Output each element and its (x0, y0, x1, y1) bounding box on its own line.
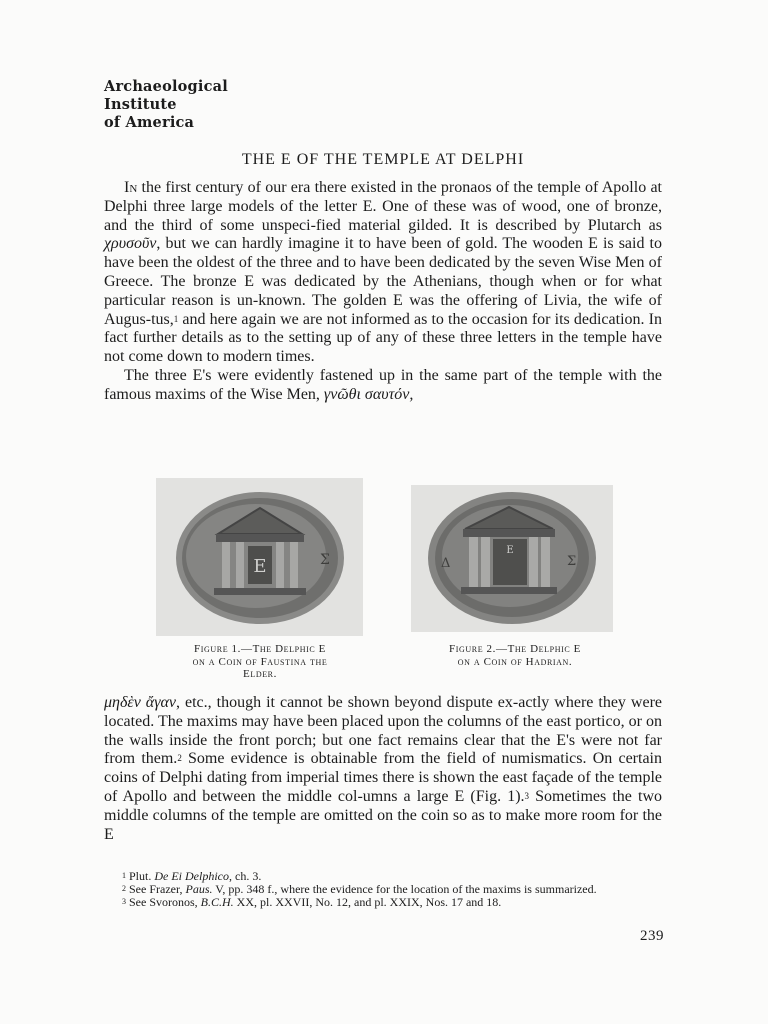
coin-hadrian-illustration (411, 485, 613, 632)
body-text-upper (104, 179, 662, 405)
greek-word-chryssoun: χρυσοῦν (104, 235, 157, 253)
journal-masthead (104, 78, 228, 132)
figure-1-coin-image (156, 478, 363, 636)
footnote-1-title: De Ei Delphico (154, 869, 229, 883)
figure-1-caption-line-2: on a Coin of Faustina the (192, 655, 328, 668)
figure-2-coin-image (411, 485, 613, 632)
footnote-1-pre: Plut. (126, 869, 155, 883)
drop-word: In (124, 179, 138, 196)
paragraph-2-text: The three E's were evidently fastened up in the same part of the temple with the famous maxims of the Wise Men, (104, 366, 662, 403)
svg-text:Σ: Σ (320, 552, 330, 568)
figure-1-caption (150, 643, 370, 681)
footnote-3 (104, 896, 666, 909)
page-number: 239 (640, 928, 664, 944)
footnote-ref-1: 1 (173, 313, 179, 324)
svg-text:E: E (506, 545, 514, 556)
figure-1-caption-line-3: Elder. (243, 668, 277, 680)
footnote-2-number: 2 (122, 884, 126, 893)
footnote-2-pre: See Frazer, (126, 882, 186, 896)
footnote-ref-3: 3 (524, 790, 530, 801)
footnote-3-pre: See Svoronos, (126, 895, 201, 909)
svg-text:Δ: Δ (441, 556, 451, 571)
figure-2-caption-line-2: on a Coin of Hadrian. (457, 655, 573, 668)
greek-maxim-meden-agan: μηδὲν ἄγαν (104, 694, 177, 711)
paragraph-3 (104, 694, 662, 844)
body-text-lower (104, 694, 662, 844)
masthead-line-3: of America (104, 114, 195, 131)
footnote-3-title: B.C.H. (200, 895, 234, 909)
footnote-2-title: Paus. (185, 882, 213, 896)
footnote-3-post: XX, pl. XXVII, No. 12, and pl. XXIX, Nos. 17 and 18. (233, 895, 502, 909)
masthead-line-2: Institute (104, 96, 177, 113)
greek-maxim-gnothi: γνῶθι σαυτόν, (323, 385, 414, 403)
footnotes (104, 870, 666, 909)
paragraph-1-text-c: and here again we are not informed as to the occasion for its dedication. In fact further details as to the setting up of any of these three letters in the temple have not come down to modern times. (104, 310, 662, 366)
paragraph-3-text-b: Some evidence is obtainable from the field of numismatics. On certain coins of Delphi dating from imperial times there is shown the east façade of the temple of Apollo and between the middle col-umns a large E (Fig. 1). (104, 750, 662, 805)
footnote-1-number: 1 (122, 871, 126, 880)
paragraph-1-text-b: , but we can hardly imagine it to have been of gold. The wooden E is said to have been the oldest of the three and to have been dedicated by the seven Wise Men of Greece. The bronze E was dedicated by the Athenians, though when or for what particular reason is un-known. The golden E was the offering of Livia, the wife of Augus-tus, (104, 235, 662, 328)
figure-2-caption-line-1: Figure 2.—The Delphic E (449, 643, 581, 655)
masthead-line-1: Archaeological (104, 78, 228, 95)
svg-text:Σ: Σ (567, 554, 577, 569)
article-title: THE E OF THE TEMPLE AT DELPHI (241, 151, 525, 168)
footnote-1-post: , ch. 3. (229, 869, 262, 883)
figure-2-caption (405, 643, 625, 668)
paragraph-2 (104, 367, 662, 405)
figure-1-caption-line-1: Figure 1.—The Delphic E (194, 643, 326, 655)
paragraph-3-text-a: , etc., though it cannot be shown beyond dispute ex-actly where they were located. The maxims may have been placed upon the columns of the east portico, or on the walls inside the front porch; but one fact remains clear that the E's were not far from them. (104, 694, 663, 768)
footnote-ref-2: 2 (177, 753, 182, 764)
svg-text:E: E (253, 556, 267, 577)
footnote-2-post: V, pp. 348 f., where the evidence for the location of the maxims is summarized. (212, 882, 597, 896)
coin-faustina-illustration (156, 478, 363, 636)
paragraph-1 (104, 179, 662, 367)
paragraph-3-text-c: Sometimes the two middle columns of the temple are omitted on the coin so as to make more room for the E (104, 787, 663, 843)
footnote-3-number: 3 (122, 897, 126, 906)
paragraph-1-text-a: the first century of our era there existed in the pronaos of the temple of Apollo at Delphi three large models of the letter E. One of these was of wood, one of bronze, and the third of some unspeci-fied material gilded. It is described by Plutarch as (104, 179, 662, 234)
